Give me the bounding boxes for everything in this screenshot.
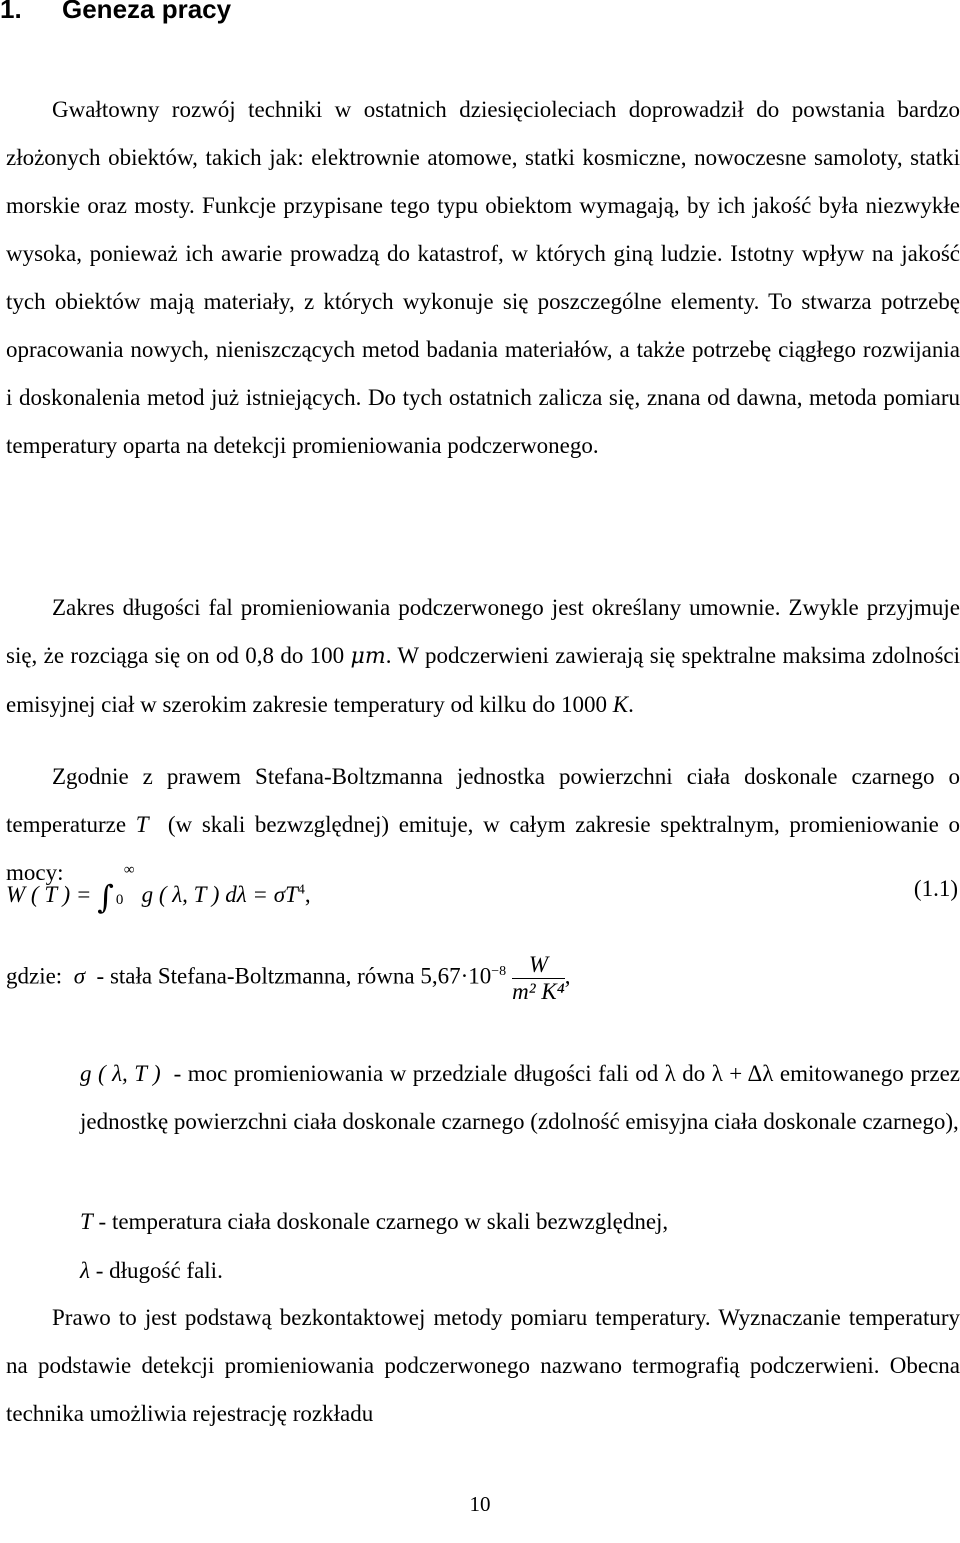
eq-power: 4 [297, 882, 305, 898]
text-run: Zakres długości fal promieniowania podczerwonego jest określany umownie. Zwykle przyjmuje się, że rozciąga się on od 0,8 do 100 [6, 595, 960, 668]
variable-t: T [135, 812, 149, 837]
g-symbol: g ( λ, T ) [80, 1061, 161, 1086]
text-run: (w skali bezwzględnej) emituje, w całym zakresie spektralnym, promieniowanie o mocy: [6, 812, 960, 885]
section-title: Geneza pracy [62, 0, 232, 24]
paragraph-intro: Gwałtowny rozwój techniki w ostatnich dziesięcioleciach doprowadził do powstania bardzo złożonych obiektów, takich jak: elektrownie atomowe, statki kosmiczne, nowoczesne samoloty, statki morskie oraz mosty. Funkcje przypisane tego typu obiektom wymagają, by ich jakość była niezwykłe wysoka, ponieważ ich awarie prowadzą do katastrof, w których giną ludzie. Istotny wpływ na jakość tych obiektów mają materiały, z których wykonuje się poszczególne elementy. To stwarza potrzebę opracowania nowych, nieniszczących metod badania materiałów, a także potrzebę ciągłego rozwijania i doskonalenia metod już istniejących. Do tych ostatnich zalicza się, znana od dawna, metoda pomiaru temperatury oparta na detekcji promieniowania podczerwonego. [6, 97, 960, 458]
upper-limit: ∞ [123, 862, 135, 878]
sigma-symbol: σ [73, 963, 86, 989]
section-number: 1. [0, 0, 22, 24]
eq-tail: , [304, 882, 311, 907]
definition-sigma [6, 948, 960, 1005]
text-run: . W podczerwieni zawierają się spektralne maksima zdolności emisyjnej ciał w szerokim zakresie temperatury od kilku do 1000 [6, 643, 960, 717]
definition-t [80, 1198, 960, 1246]
page-number: 10 [469, 1492, 491, 1516]
lower-limit: 0 [115, 892, 124, 908]
unit-fraction [512, 952, 565, 1005]
definition-lambda [80, 1247, 960, 1295]
t-text: - temperatura ciała doskonale czarnego w skali bezwzględnej, [98, 1209, 669, 1234]
text-run: . [628, 692, 634, 717]
lambda-symbol: λ [80, 1258, 90, 1283]
t-symbol: T [80, 1209, 93, 1234]
text-run: Zgodnie z prawem Stefana-Boltzmanna jednostka powierzchni ciała doskonale czarnego o temperaturze [6, 764, 960, 837]
lambda-text: - długość fali. [95, 1258, 223, 1283]
equation-number: (1.1) [913, 876, 958, 901]
unit-kelvin: K [612, 692, 629, 717]
fraction-denominator: m² K⁴ [512, 978, 565, 1004]
sigma-tail: , [564, 963, 571, 989]
integral-sign: ∫ [97, 878, 114, 916]
equation-math [6, 862, 311, 916]
unit-micrometer: μm [350, 644, 386, 669]
eq-arg: ( T ) = [30, 882, 92, 907]
sigma-exponent: −8 [491, 964, 507, 979]
definition-g [80, 1050, 960, 1146]
sigma-text: - stała Stefana-Boltzmanna, równa 5,67·10 [96, 963, 492, 989]
equation-1-1 [6, 864, 960, 936]
eq-lhs: W [6, 882, 26, 907]
fraction-numerator: W [512, 952, 565, 979]
paragraph-thermography: Prawo to jest podstawą bezkontaktowej metody pomiaru temperatury. Wyznaczanie temperatury na podstawie detekcji promieniowania podczerwonego nazwano termografią podczerwieni. Obecna technika umożliwia rejestrację rozkładu [6, 1305, 960, 1426]
eq-integrand: g ( λ, T ) dλ = σT [141, 882, 298, 907]
section-heading [0, 0, 231, 25]
g-text: - moc promieniowania w przedziale długości fali od λ do λ + Δλ emitowanego przez jednostkę powierzchni ciała doskonale czarnego (zdolność emisyjna ciała doskonale czarnego), [80, 1061, 960, 1134]
integral-limits [114, 862, 136, 908]
gdzie-label: gdzie: [6, 963, 63, 989]
paragraph-ir-range [6, 584, 960, 729]
